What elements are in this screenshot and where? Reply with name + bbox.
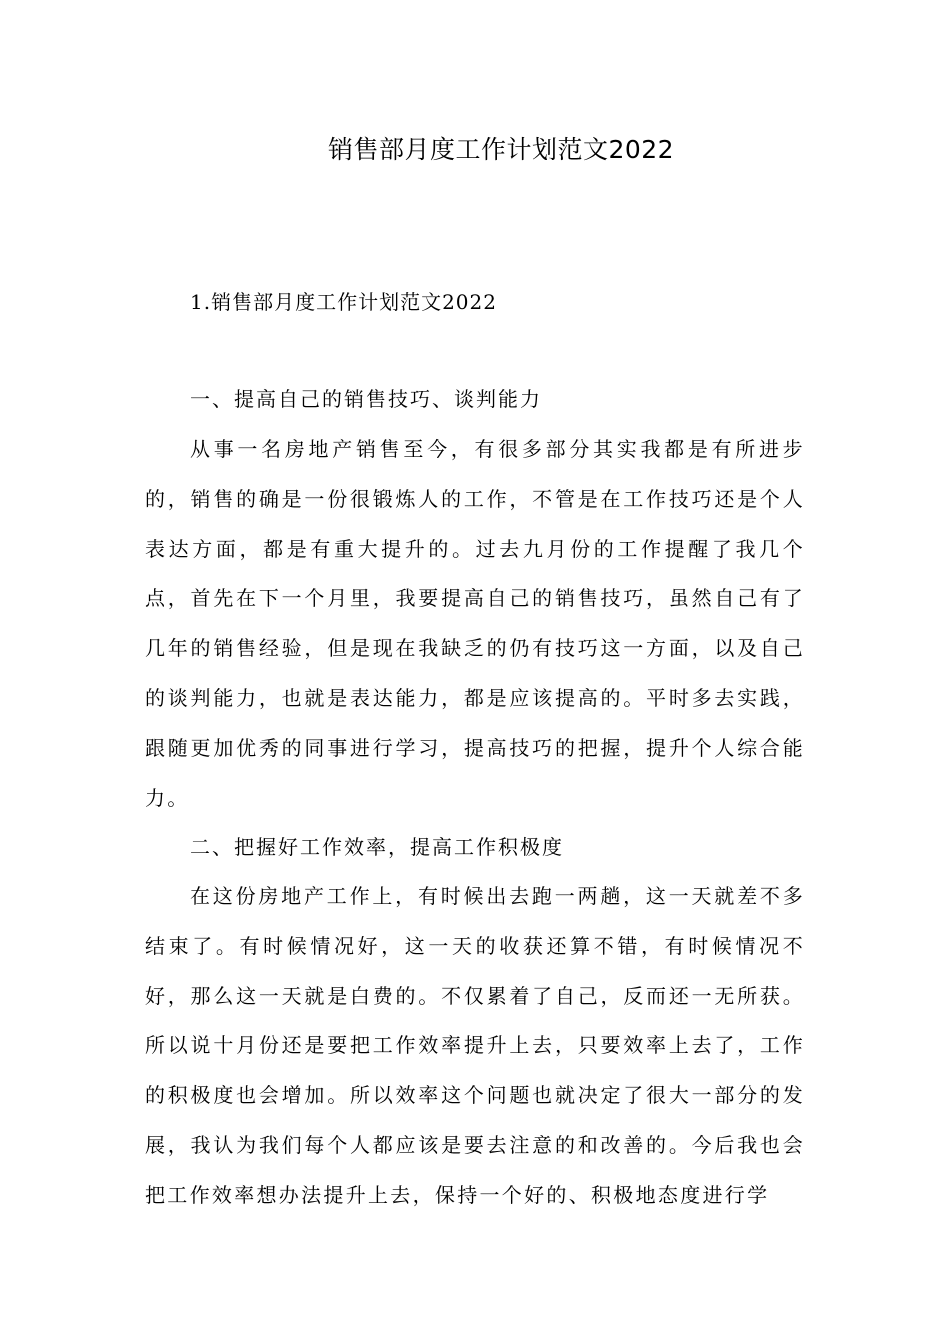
section-paragraph-1: 从事一名房地产销售至今，有很多部分其实我都是有所进步的，销售的确是一份很锻炼人的工作，不管是在工作技巧还是个人表达方面，都是有重大提升的。过去九月份的工作提醒了我几个点，首先在下一个月里，我要提高自己的销售技巧，虽然自己有了几年的销售经验，但是现在我缺乏的仍有技巧这一方面，以及自己的谈判能力，也就是表达能力，都是应该提高的。平时多去实践，跟随更加优秀的同事进行学习，提高技巧的把握，提升个人综合能力。: [145, 437, 805, 810]
document-subtitle: 1.销售部月度工作计划范文2022: [190, 290, 497, 314]
section-heading-2: 二、把握好工作效率，提高工作积极度: [190, 835, 564, 859]
section-paragraph-2: 在这份房地产工作上，有时候出去跑一两趟，这一天就差不多结束了。有时候情况好，这一天的收获还算不错，有时候情况不好，那么这一天就是白费的。不仅累着了自己，反而还一无所获。所以说十月份还是要把工作效率提升上去，只要效率上去了，工作的积极度也会增加。所以效率这个问题也就决定了很大一部分的发展，我认为我们每个人都应该是要去注意的和改善的。今后我也会把工作效率想办法提升上去，保持一个好的、积极地态度进行学: [145, 884, 805, 1207]
section-heading-1: 一、提高自己的销售技巧、谈判能力: [190, 387, 542, 411]
document-title: 销售部月度工作计划范文2022: [327, 135, 675, 164]
